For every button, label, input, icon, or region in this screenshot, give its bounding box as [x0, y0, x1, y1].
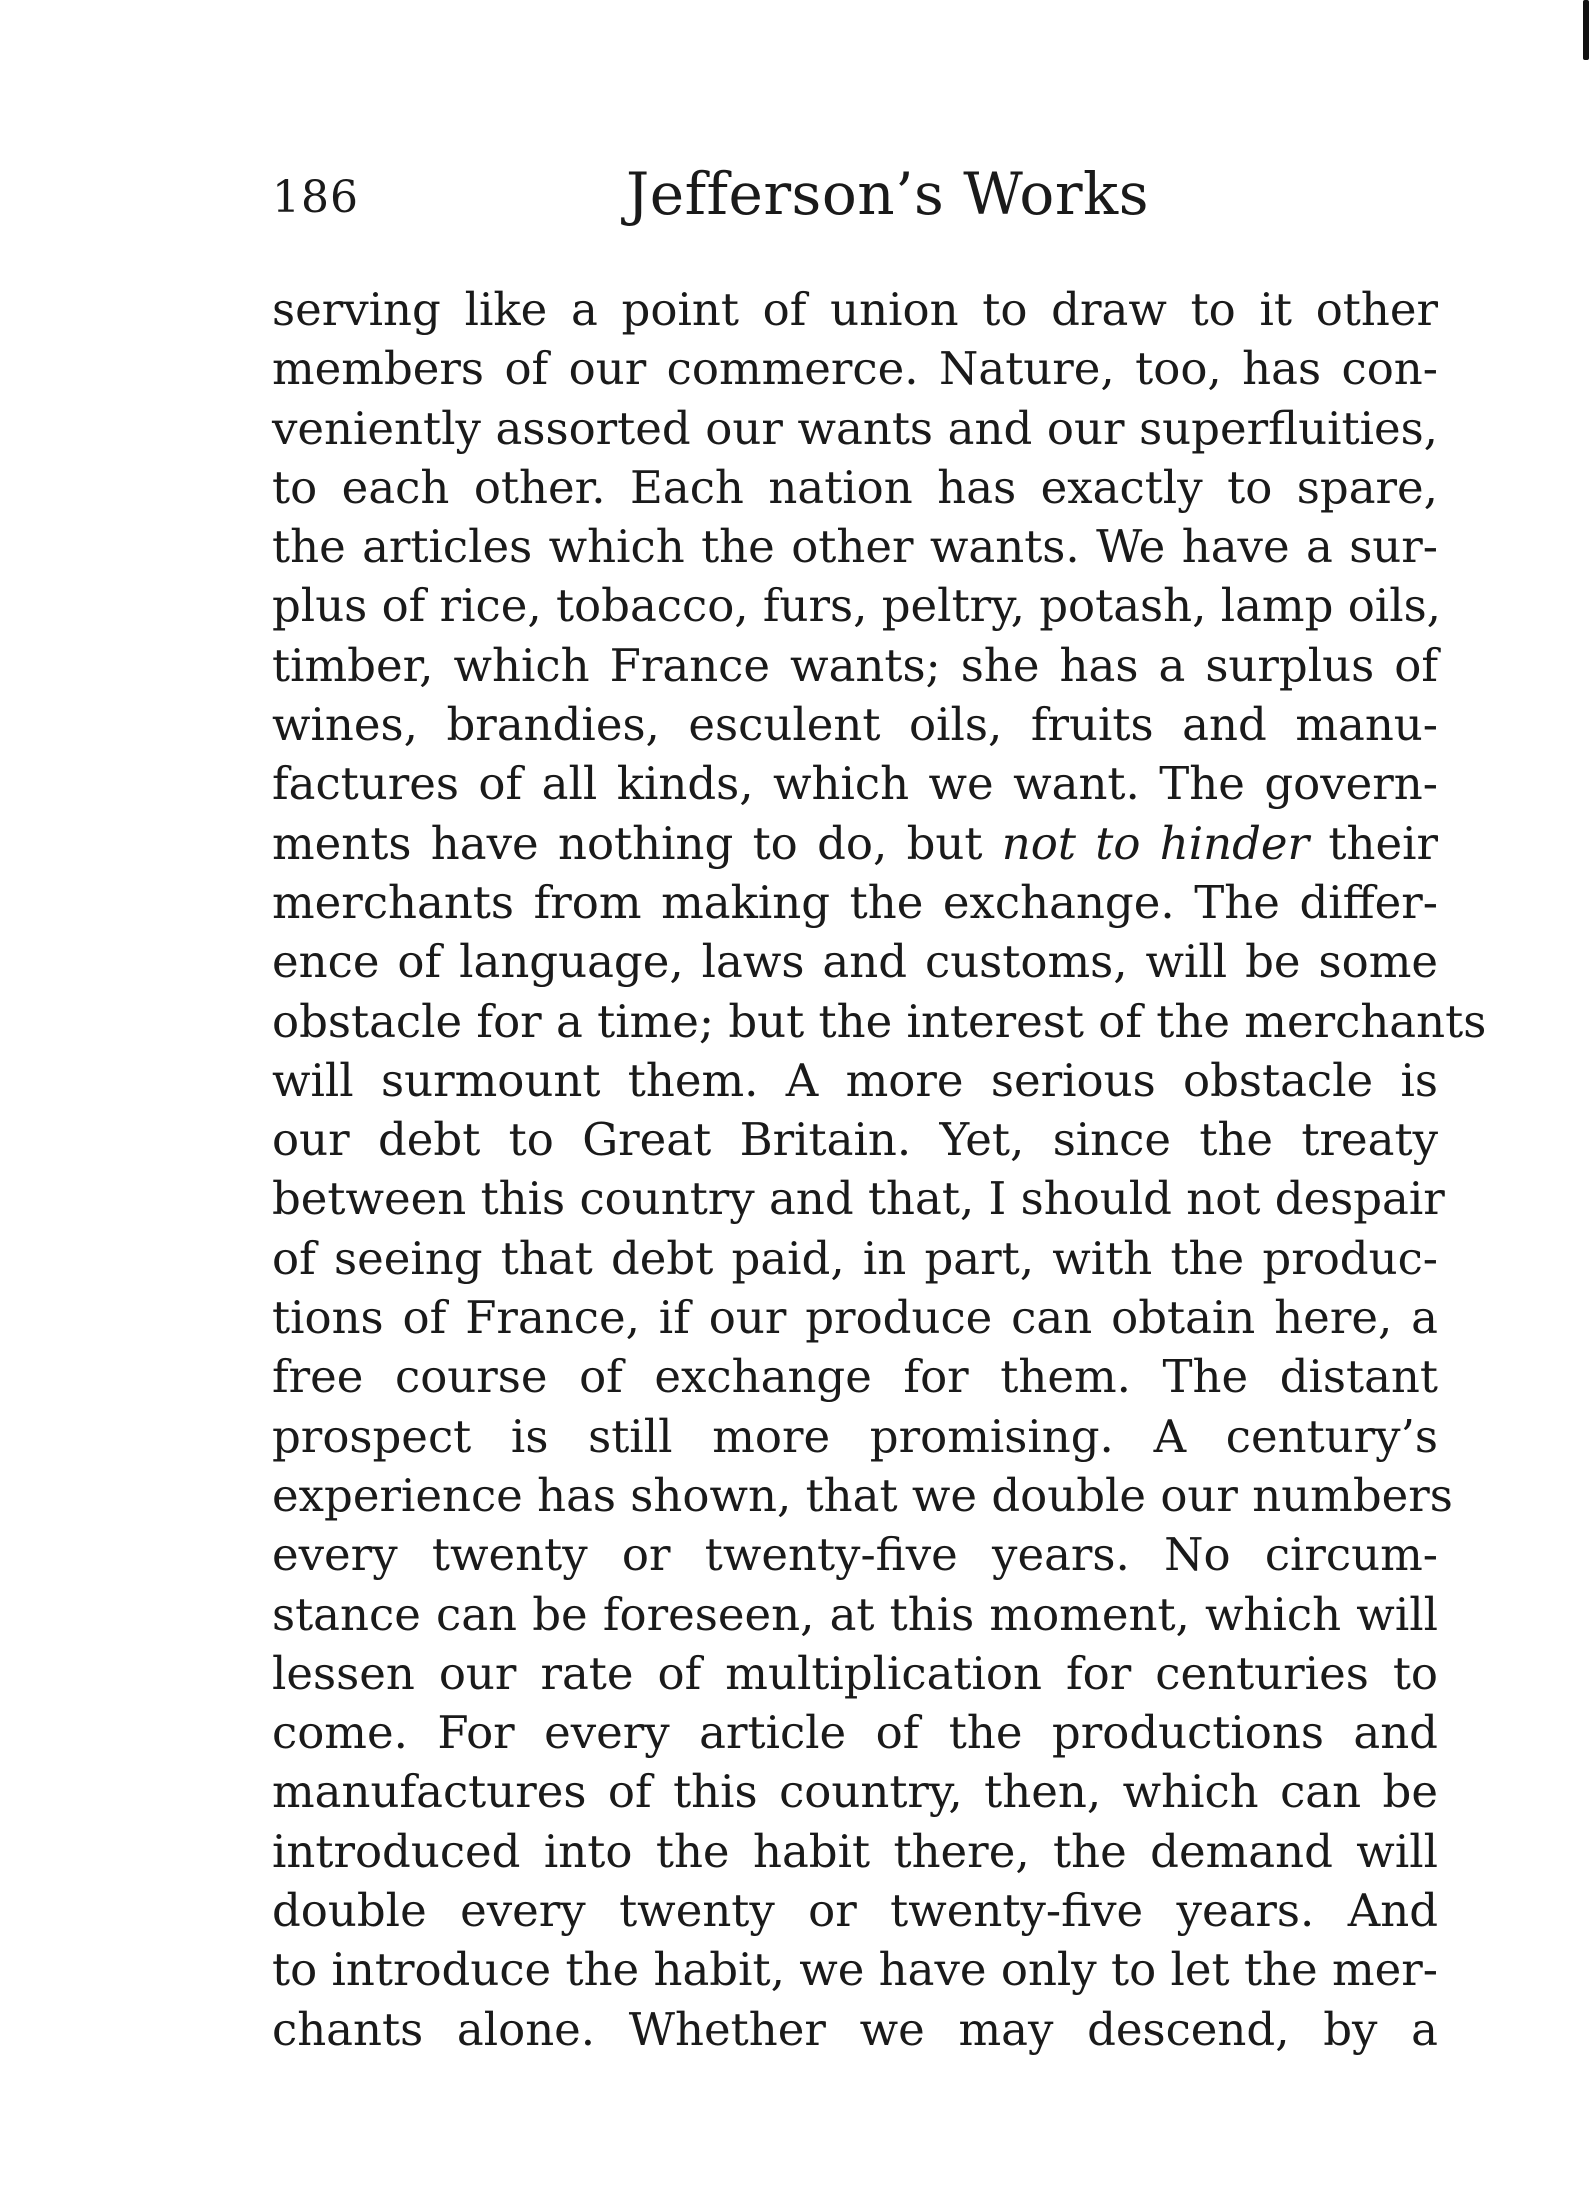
text-line: prospect is still more promising. A century’s: [272, 1409, 1438, 1463]
text-line: to introduce the habit, we have only to let the mer-: [272, 1943, 1438, 1997]
text-line: every twenty or twenty-five years. No circum-: [272, 1528, 1438, 1582]
text-line: free course of exchange for them. The distant: [272, 1350, 1438, 1404]
text-line: between this country and that, I should not despair: [272, 1172, 1445, 1226]
text-line: factures of all kinds, which we want. The govern-: [272, 757, 1438, 811]
text-line: plus of rice, tobacco, furs, peltry, potash, lamp oils,: [272, 579, 1441, 633]
line-segment: their: [1309, 816, 1438, 870]
text-line-with-emphasis: [272, 814, 1438, 873]
text-line: will surmount them. A more serious obstacle is: [272, 1053, 1438, 1107]
text-line: wines, brandies, esculent oils, fruits and manu-: [272, 698, 1438, 752]
emphasis-text: not to hinder: [1001, 816, 1310, 870]
text-line: stance can be foreseen, at this moment, which will: [272, 1587, 1438, 1641]
text-line: double every twenty or twenty-five years. And: [272, 1884, 1438, 1938]
text-line: veniently assorted our wants and our superfluities,: [272, 401, 1438, 455]
text-line: manufactures of this country, then, which can be: [272, 1765, 1438, 1819]
text-line: timber, which France wants; she has a surplus of: [272, 638, 1438, 692]
text-line: chants alone. Whether we may descend, by a: [272, 2002, 1438, 2056]
running-title: Jefferson’s Works: [626, 160, 1149, 228]
page-number: 186: [272, 172, 359, 223]
text-line: the articles which the other wants. We have a sur-: [272, 520, 1438, 574]
text-line: our debt to Great Britain. Yet, since the treaty: [272, 1113, 1438, 1167]
page-header: [272, 160, 1448, 240]
page-edge-mark: [1583, 0, 1589, 60]
text-line: come. For every article of the productions and: [272, 1706, 1438, 1760]
text-line: merchants from making the exchange. The differ-: [272, 875, 1438, 929]
text-line: obstacle for a time; but the interest of the merchants: [272, 994, 1487, 1048]
body-text: [272, 280, 1487, 2059]
text-line: ence of language, laws and customs, will be some: [272, 935, 1438, 989]
text-line: of seeing that debt paid, in part, with the produc-: [272, 1231, 1438, 1285]
line-segment: ments have nothing to do, but: [272, 816, 1002, 870]
text-line: lessen our rate of multiplication for centuries to: [272, 1646, 1438, 1700]
text-line: to each other. Each nation has exactly to spare,: [272, 460, 1438, 514]
text-line: introduced into the habit there, the demand will: [272, 1824, 1438, 1878]
text-line: members of our commerce. Nature, too, has con-: [272, 342, 1438, 396]
text-line: experience has shown, that we double our numbers: [272, 1468, 1453, 1522]
text-line: serving like a point of union to draw to it other: [272, 283, 1438, 336]
text-line: tions of France, if our produce can obtain here, a: [272, 1291, 1438, 1345]
